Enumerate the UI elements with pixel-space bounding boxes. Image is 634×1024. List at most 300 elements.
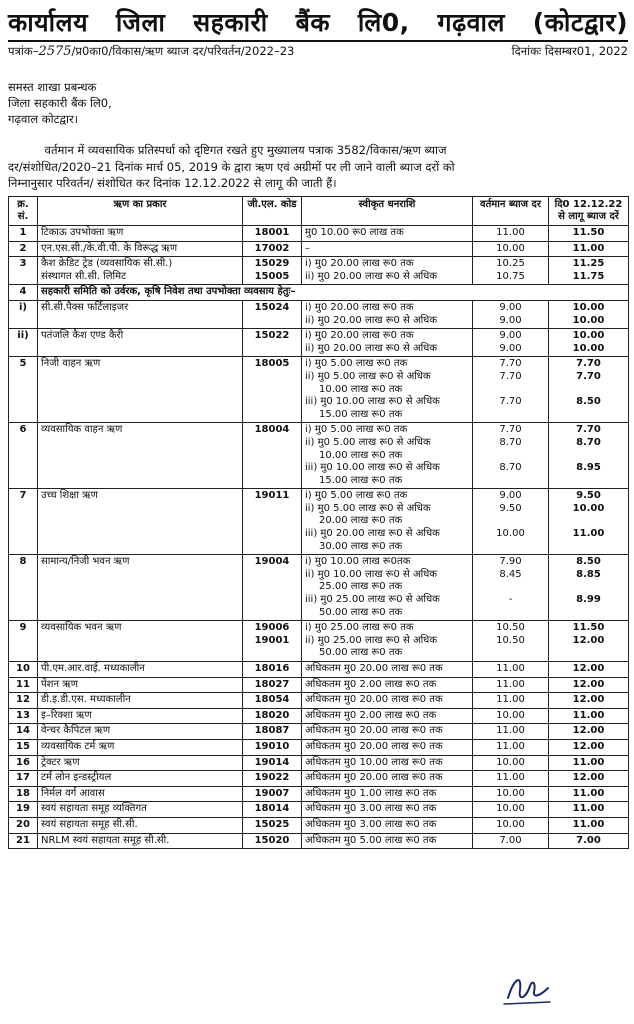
amount-line: अधिकतम मु0 1.00 लाख रू0 तक [305,787,437,799]
new-rate-value: 8.50 [576,556,601,568]
loan-type [38,708,243,724]
table-row [9,708,629,724]
table-row [9,662,629,678]
loan-type-line: संस्थागत सी.सी. लिमिट [41,270,127,282]
header-current-rate: वर्तमान ब्याज दर [473,197,549,226]
current-rate-value: - [508,594,513,606]
new-rate-value: 12.00 [572,663,605,674]
new-rate [549,329,629,357]
current-rate [473,621,549,662]
new-rate-value: 11.00 [572,528,605,540]
gl-code [243,724,302,740]
table-row [9,755,629,771]
current-rate-value: 11.00 [496,772,525,784]
amount-line: i) मु0 25.00 लाख रू0 तक [305,622,414,634]
amount-line: 25.00 लाख रू0 तक [319,581,403,593]
ref-number-handwritten: 2575 [38,44,72,59]
new-rate [549,755,629,771]
loan-type-line: स्वयं सहायता समूह व्यक्तिगत [41,803,147,815]
gl-code [243,300,302,328]
gl-code [243,241,302,257]
new-rate-value: 12.00 [572,740,605,752]
address-line-2: जिला सहकारी बैंक लि0, [8,96,112,110]
current-rate [473,802,549,818]
loan-type-line: निर्मल वर्ग आवास [41,787,105,799]
title-word: कार्यालय [8,8,89,37]
table-row [9,555,629,621]
gl-code [243,257,302,285]
current-rate-value [476,515,545,528]
row-sn: 13 [9,708,38,724]
amount-line: ii) मु0 25.00 लाख रू0 से अधिक [305,634,438,646]
current-rate-value: 11.00 [496,678,525,690]
amount-line: अधिकतम मु0 3.00 लाख रू0 तक [305,803,437,815]
row-sn: 17 [9,771,38,787]
current-rate [473,329,549,357]
current-rate [473,241,549,257]
new-rate-value: 12.00 [572,772,605,784]
amount-line: अधिकतम मु0 20.00 लाख रू0 तक [305,725,443,737]
current-rate-value: 10.00 [496,242,525,254]
title-word: बैंक [295,8,331,37]
loan-type [38,489,243,555]
current-rate [473,300,549,328]
amount-line: 15.00 लाख रू0 तक [319,408,403,420]
gl-code [243,817,302,833]
gl-code-line: 19022 [254,772,290,784]
row-sn: 21 [9,833,38,849]
current-rate [473,771,549,787]
new-rate-value: 11.50 [572,622,605,634]
current-rate [473,724,549,740]
current-rate-value: 10.50 [496,622,525,634]
date [512,44,628,62]
row-sn: 19 [9,802,38,818]
table-row [9,621,629,662]
new-rate-value: 11.00 [572,709,605,721]
amount-line: i) मु0 5.00 लाख रू0 तक [305,490,408,502]
gl-code-line: 19011 [254,490,290,502]
sanctioned-amount [302,662,473,678]
loan-type [38,423,243,489]
title-word: (कोटद्वार) [532,8,628,37]
current-rate-value: 10.00 [496,803,525,815]
new-rate-value: 11.00 [572,818,605,830]
reference-number [8,44,294,62]
new-rate-value: 9.50 [576,490,601,502]
amount-line: 50.00 लाख रू0 तक [319,647,403,659]
new-rate-value: 12.00 [572,694,605,706]
row-sn: 9 [9,621,38,662]
amount-line: अधिकतम मु0 20.00 लाख रू0 तक [305,740,443,752]
date-label: दिनांकः [511,44,542,58]
current-rate [473,489,549,555]
row-sn: 14 [9,724,38,740]
current-rate-value [476,384,545,397]
row-sn: 16 [9,755,38,771]
table-row [9,739,629,755]
new-rate-value: 11.00 [572,756,605,768]
new-rate-value [552,581,625,594]
row-sn: 15 [9,739,38,755]
current-rate-value: 10.00 [496,787,525,799]
loan-type-line: व्यवसायिक टर्म ऋण [41,740,115,752]
new-rate-value: 7.70 [576,358,601,370]
new-rate-value [552,450,625,463]
current-rate-value [476,647,545,660]
loan-type-line: व्यवसायिक वाहन ऋण [41,424,123,436]
row-sn: i) [9,300,38,328]
new-rate-value [552,475,625,488]
gl-code [243,833,302,849]
gl-code [243,771,302,787]
sanctioned-amount [302,257,473,285]
current-rate-value: 8.70 [499,462,522,474]
gl-code [243,555,302,621]
table-row [9,226,629,242]
new-rate-value [552,541,625,554]
new-rate [549,257,629,285]
sanctioned-amount [302,693,473,709]
new-rate [549,241,629,257]
current-rate-value: 11.00 [496,694,525,706]
sanctioned-amount [302,786,473,802]
amount-line: ii) मु0 10.00 लाख रू0 से अधिक [305,568,438,580]
current-rate [473,257,549,285]
amount-line: iii) मु0 20.00 लाख रू0 से अधिक [305,528,440,540]
loan-type [38,833,243,849]
new-rate-value [552,647,625,660]
signature-mark [500,968,560,1012]
new-rate-value: 10.00 [572,502,605,514]
amount-line: अधिकतम मु0 20.00 लाख रू0 तक [305,694,443,706]
gl-code [243,621,302,662]
gl-code-line: 19004 [254,556,290,568]
new-rate [549,357,629,423]
amount-line: अधिकतम मु0 3.00 लाख रू0 तक [305,818,437,830]
table-row [9,693,629,709]
sanctioned-amount [302,677,473,693]
new-rate [549,708,629,724]
row-sn: 1 [9,226,38,242]
row-sn: 12 [9,693,38,709]
loan-type [38,241,243,257]
new-rate-value: 7.70 [576,370,601,382]
loan-type-line: उच्च शिक्षा ऋण [41,490,98,502]
gl-code-line: 18054 [254,694,290,706]
current-rate-value: 8.45 [499,568,522,580]
loan-type [38,662,243,678]
body-line: निम्नानुसार परिवर्तन/ संशोधित कर दिनांक 12.12.2022 से लागू की जाती हैं। [8,176,337,190]
loan-type [38,357,243,423]
row-sn: 7 [9,489,38,555]
new-rate [549,677,629,693]
row-sn: 5 [9,357,38,423]
row-sn: 2 [9,241,38,257]
current-rate-value [476,581,545,594]
title-word: सहकारी [193,8,268,37]
new-rate [549,226,629,242]
current-rate [473,662,549,678]
amount-line: ii) मु0 5.00 लाख रू0 से अधिक [305,370,431,382]
section-heading: सहकारी समिति को उर्वरक, कृषि निवेश तथा उपभोक्ता व्यवसाय हेतुः– [38,285,629,301]
table-header-row [9,197,629,226]
loan-type [38,771,243,787]
current-rate [473,817,549,833]
body-line: वर्तमान में व्यवसायिक प्रतिस्पर्धा को दृष्टिगत रखते हुए मुख्यालय पत्राक 3582/विकास/ऋण ब्याज [8,143,447,157]
loan-type [38,226,243,242]
address-line-3: गढ़वाल कोटद्वार। [8,112,79,126]
current-rate-value: 9.00 [499,301,522,313]
loan-type [38,739,243,755]
gl-code-line: 15022 [254,330,290,342]
new-rate [549,489,629,555]
new-rate [549,621,629,662]
new-rate-value: 11.00 [572,787,605,799]
new-rate-value: 8.50 [576,396,601,408]
loan-type-line: टिकाऊ उपभोक्ता ऋण [41,227,124,238]
row-sn: 20 [9,817,38,833]
table-row [9,300,629,328]
gl-code-line: 18020 [254,709,290,721]
row-sn: 3 [9,257,38,285]
interest-rate-table [8,196,629,849]
gl-code [243,739,302,755]
new-rate-value [552,409,625,422]
new-rate [549,739,629,755]
current-rate-value: 9.00 [499,330,522,342]
new-rate-value: 10.00 [572,314,605,326]
body-line: दर/संशोधित/2020–21 दिनांक मार्च 05, 2019 के द्वारा ऋण एवं अग्रीमों पर ली जाने वाली ब्याज दरों को [8,159,455,174]
new-rate [549,724,629,740]
current-rate [473,739,549,755]
new-rate-value: 11.75 [572,270,605,282]
amount-line: अधिकतम मु0 5.00 लाख रू0 तक [305,834,437,846]
table-row [9,817,629,833]
loan-type-line: पतंजलि कैश एण्ड कैरी [41,330,124,342]
gl-code-line: 19007 [254,787,290,799]
address-line-1: समस्त शाखा प्रबन्धक [8,80,97,94]
header-sanctioned-amount: स्वीकृत धनराशि [302,197,473,226]
loan-type [38,621,243,662]
amount-line: 10.00 लाख रू0 तक [319,383,403,395]
current-rate [473,693,549,709]
loan-type-line: टर्म लोन इन्डस्ट्रीयल [41,772,112,784]
loan-type [38,724,243,740]
loan-type-line: इ–रिक्शा ऋण [41,709,92,721]
loan-type [38,802,243,818]
amount-line: ii) मु0 5.00 लाख रू0 से अधिक [305,502,431,514]
amount-line: ii) मु0 20.00 लाख रू0 से अधिक [305,270,438,282]
new-rate [549,693,629,709]
loan-type-line: ट्रेक्टर ऋण [41,756,80,768]
new-rate-value: 8.95 [576,462,601,474]
new-rate [549,833,629,849]
gl-code [243,786,302,802]
new-rate-value [552,607,625,620]
new-rate [549,555,629,621]
gl-code [243,693,302,709]
sanctioned-amount [302,817,473,833]
amount-line: 15.00 लाख रू0 तक [319,474,403,486]
gl-code-line: 18087 [254,725,290,737]
gl-code-line: 18027 [254,678,290,690]
loan-type [38,817,243,833]
current-rate-value: 10.00 [496,818,525,830]
gl-code [243,802,302,818]
sanctioned-amount [302,621,473,662]
loan-type-line: निजी वाहन ऋण [41,358,101,370]
new-rate [549,771,629,787]
loan-type-line: कैश क्रेडिट ट्रेड (व्यवसायिक सी.सी.) [41,258,173,270]
sanctioned-amount [302,724,473,740]
current-rate-value: 10.25 [496,258,525,270]
new-rate [549,300,629,328]
amount-line: अधिकतम मु0 2.00 लाख रू0 तक [305,709,437,721]
amount-line: अधिकतम मु0 10.00 लाख रू0 तक [305,756,443,768]
date-value: दिसम्बर01, 2022 [544,44,628,58]
amount-line: i) मु0 5.00 लाख रू0 तक [305,358,408,370]
loan-type [38,693,243,709]
sanctioned-amount [302,755,473,771]
new-rate-value: 12.00 [572,678,605,690]
loan-type-line: डी.इ.डी.एस. मध्यकालीन [41,694,131,706]
table-row [9,329,629,357]
new-rate [549,423,629,489]
loan-type [38,329,243,357]
current-rate-value [476,409,545,422]
gl-code [243,708,302,724]
amount-line: i) मु0 20.00 लाख रू0 तक [305,301,414,313]
sanctioned-amount [302,739,473,755]
new-rate-value: 12.00 [572,725,605,737]
table-row [9,241,629,257]
header-gl-code: जी.एल. कोड [243,197,302,226]
table-row [9,489,629,555]
gl-code [243,357,302,423]
table-row [9,802,629,818]
table-row [9,771,629,787]
gl-code-line: 15029 [254,258,290,270]
amount-line: ii) मु0 20.00 लाख रू0 से अधिक [305,342,438,354]
table-row [9,423,629,489]
current-rate-value: 11.00 [496,725,525,737]
loan-type [38,300,243,328]
sanctioned-amount [302,241,473,257]
row-sn: 4 [9,285,38,301]
current-rate-value [476,475,545,488]
amount-line: i) मु0 20.00 लाख रू0 तक [305,258,414,270]
new-rate-value [552,384,625,397]
loan-type-line: स्वयं सहायता समूह सी.सी. [41,818,138,830]
header-sn: क्र. सं. [9,197,38,226]
title-word: जिला [115,8,166,37]
gl-code-line: 19001 [254,634,290,646]
new-rate-value: 7.70 [576,424,601,436]
new-rate-value: 8.70 [576,436,601,448]
new-rate-value: 8.99 [576,594,601,606]
sanctioned-amount [302,329,473,357]
new-rate-value: 10.00 [572,342,605,354]
row-sn: 10 [9,662,38,678]
current-rate-value: 10.00 [496,528,525,540]
amount-line: 20.00 लाख रू0 तक [319,515,403,527]
table-row [9,677,629,693]
loan-type-line: एन.एस.सी./के.वी.पी. के विरूद्ध ऋण [41,242,178,254]
new-rate-value: 7.00 [576,834,601,846]
gl-code-line: 18001 [254,227,290,238]
current-rate-value: 7.70 [499,370,522,382]
current-rate-value: 7.90 [499,556,522,568]
header-new-rate: दि0 12.12.22 से लागू ब्याज दरें [549,197,629,226]
current-rate-value: 10.75 [496,270,525,282]
sanctioned-amount [302,357,473,423]
ref-label: पत्रांक– [8,44,39,58]
gl-code-line: 18005 [254,358,290,370]
loan-type [38,257,243,285]
gl-code-line: 15020 [254,834,290,846]
current-rate-value [476,607,545,620]
current-rate-value: 7.70 [499,424,522,436]
amount-line: i) मु0 5.00 लाख रू0 तक [305,424,408,436]
amount-line: 30.00 लाख रू0 तक [319,540,403,552]
new-rate-value: 8.85 [576,568,601,580]
amount-line: अधिकतम मु0 20.00 लाख रू0 तक [305,663,443,674]
amount-line: अधिकतम मु0 20.00 लाख रू0 तक [305,772,443,784]
current-rate-value: 9.50 [499,502,522,514]
gl-code-line: 17002 [254,242,290,254]
current-rate-value [476,541,545,554]
amount-line: अधिकतम मु0 2.00 लाख रू0 तक [305,678,437,690]
amount-line: ii) मु0 5.00 लाख रू0 से अधिक [305,436,431,448]
loan-type-line: वेन्चर कैपिटल ऋण [41,725,111,737]
gl-code [243,755,302,771]
loan-type [38,755,243,771]
row-sn: 18 [9,786,38,802]
gl-code-line: 15005 [254,270,290,282]
current-rate [473,708,549,724]
amount-line: i) मु0 20.00 लाख रू0 तक [305,330,414,342]
current-rate [473,833,549,849]
reference-line [8,44,628,62]
table-row [9,285,629,301]
current-rate-value: 8.70 [499,436,522,448]
new-rate [549,802,629,818]
sanctioned-amount [302,300,473,328]
current-rate-value: 11.00 [496,740,525,752]
title-word: लि0, [357,8,410,37]
current-rate-value: 10.00 [496,756,525,768]
table-row [9,833,629,849]
new-rate-value: 10.00 [572,330,605,342]
new-rate [549,817,629,833]
amount-line: iii) मु0 10.00 लाख रू0 से अधिक [305,462,440,474]
current-rate-value: 11.00 [496,663,525,674]
sanctioned-amount [302,771,473,787]
gl-code-line: 18014 [254,803,290,815]
new-rate [549,786,629,802]
table-row [9,724,629,740]
amount-line: ii) मु0 20.00 लाख रू0 से अधिक [305,314,438,326]
loan-type-line: NRLM स्वयं सहायता समूह सी.सी. [41,834,170,846]
amount-line: i) मु0 10.00 लाख रू0तक [305,556,411,568]
current-rate-value: 7.70 [499,396,522,408]
current-rate [473,423,549,489]
amount-line: मु0 10.00 रू0 लाख तक [305,227,404,238]
loan-type [38,677,243,693]
amount-line: iii) मु0 25.00 लाख रू0 से अधिक [305,594,440,606]
current-rate-value: 9.00 [499,342,522,354]
